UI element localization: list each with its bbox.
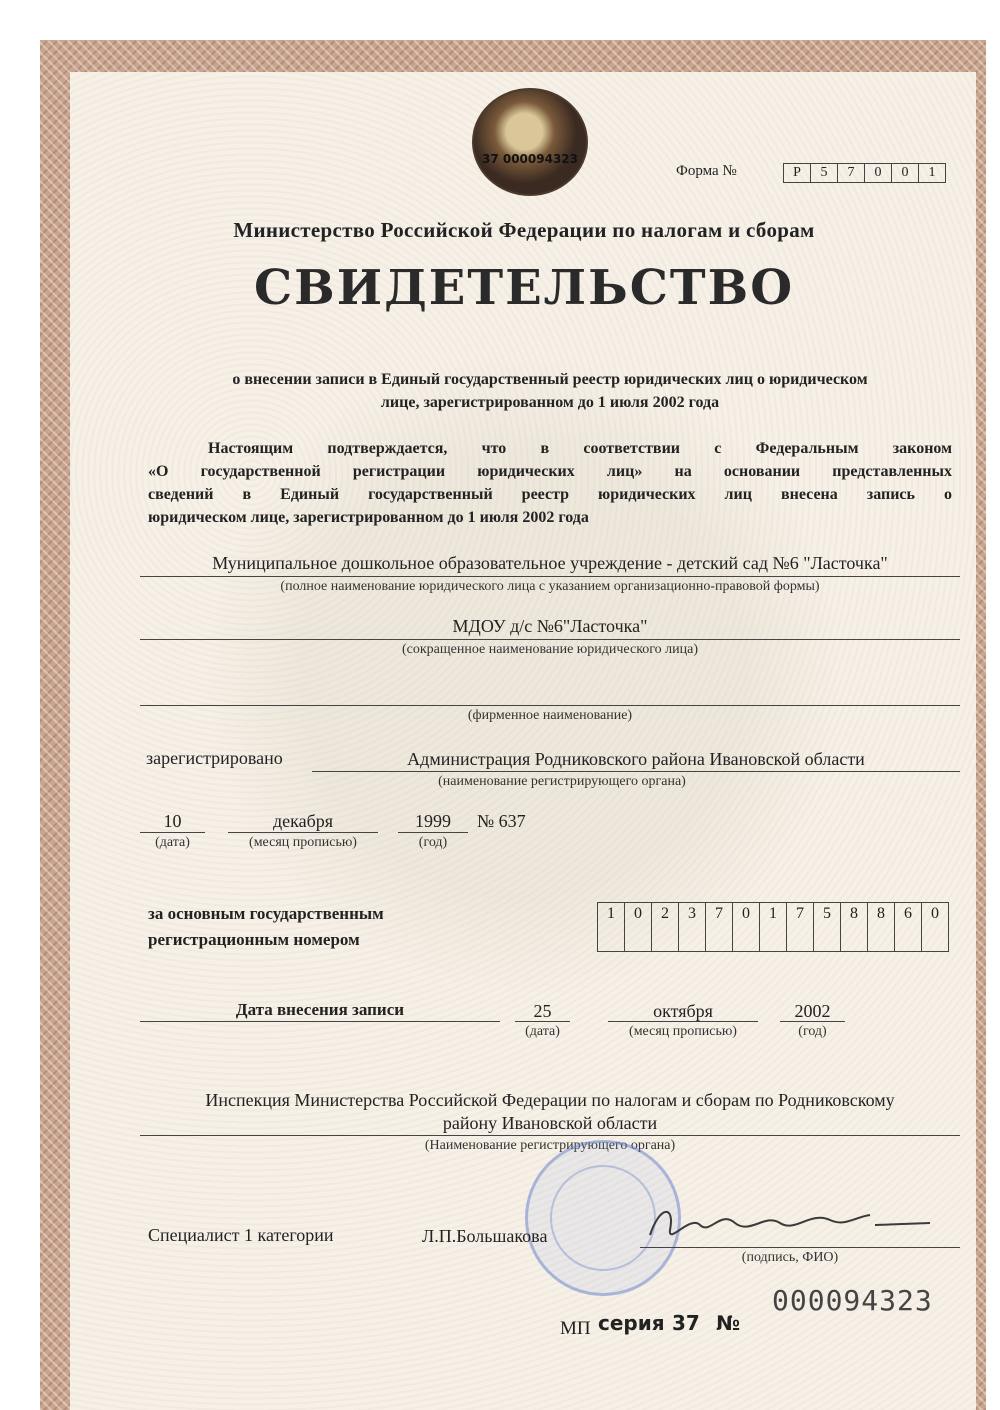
short-name-caption: (сокращенное наименование юридического лица)	[401, 642, 699, 657]
page-title: СВИДЕТЕЛЬСТВО	[253, 260, 795, 316]
ogrn-digit-cell: 7	[705, 902, 733, 952]
ogrn-digit-cell: 1	[759, 902, 787, 952]
body-line-2: «О государственной регистрации юридических лиц» на основании представленных	[148, 463, 952, 480]
form-code-cell: 7	[837, 163, 865, 183]
entry-month: октября	[653, 1001, 713, 1021]
body-line-3: сведений в Единый государственный реестр юридических лиц внесена запись о	[148, 486, 952, 503]
entry-day-line	[515, 1021, 570, 1022]
full-name-line	[140, 576, 960, 577]
ogrn-digit-cell: 6	[894, 902, 922, 952]
brand-name-caption: (фирменное наименование)	[467, 708, 633, 723]
ogrn-digit-cell: 0	[624, 902, 652, 952]
hologram-seal	[472, 88, 588, 196]
inspection-caption: (Наименование регистрирующего органа)	[424, 1138, 676, 1153]
body-line-1: Настоящим подтверждается, что в соответствии с Федеральным законом	[208, 440, 952, 457]
reg-month-caption: (месяц прописью)	[249, 835, 357, 850]
series-value: 37	[672, 1311, 700, 1335]
form-code-cell: 0	[891, 163, 919, 183]
hologram-number: 37 000094323	[481, 152, 579, 166]
ministry-heading: Министерство Российской Федерации по налогам и сборам	[233, 218, 815, 242]
form-code-cell: 1	[918, 163, 946, 183]
signature	[640, 1195, 940, 1255]
ogrn-digit-cell: 3	[678, 902, 706, 952]
entry-date-label: Дата внесения записи	[235, 1000, 405, 1019]
ogrn-digit-cell: 7	[786, 902, 814, 952]
reg-day-caption: (дата)	[155, 835, 190, 850]
reg-month: декабря	[272, 811, 334, 831]
specialist-name: Л.П.Большакова	[422, 1226, 548, 1246]
registered-value: Администрация Родниковского района Ивановской области	[407, 749, 865, 769]
entry-year: 2002	[794, 1001, 831, 1021]
signature-line	[640, 1247, 960, 1248]
subtitle-line-2: лице, зарегистрированном до 1 июля 2002 года	[380, 394, 720, 411]
subtitle-line-1: о внесении записи в Единый государственный реестр юридических лиц о юридическом	[232, 371, 868, 388]
form-code	[784, 163, 946, 183]
reg-day-line	[140, 832, 205, 833]
ogrn-digit-cell: 0	[732, 902, 760, 952]
ogrn-digit-cell: 5	[813, 902, 841, 952]
reg-year-caption: (год)	[418, 835, 448, 850]
entry-day: 25	[533, 1001, 552, 1021]
number-label: №	[716, 1311, 741, 1335]
reg-day: 10	[163, 811, 182, 831]
registered-caption: (наименование регистрирующего органа)	[438, 774, 686, 789]
brand-name-line	[140, 705, 960, 706]
form-code-cell: 5	[810, 163, 838, 183]
ogrn-digit-cell: 1	[597, 902, 625, 952]
signature-caption: (подпись, ФИО)	[741, 1250, 839, 1265]
ogrn-digit-cell: 0	[921, 902, 949, 952]
ogrn-label-line-2: регистрационным номером	[148, 930, 360, 949]
signature-stroke	[650, 1212, 930, 1235]
entry-year-caption: (год)	[798, 1024, 827, 1039]
short-name-value: МДОУ д/с №6"Ласточка"	[452, 616, 648, 636]
certificate-number: 000094323	[772, 1284, 933, 1317]
ogrn-digit-cell: 8	[867, 902, 895, 952]
reg-year-line	[398, 832, 468, 833]
form-code-cell: 0	[864, 163, 892, 183]
ogrn-label-line-1: за основным государственным	[148, 904, 384, 923]
reg-number: № 637	[477, 811, 526, 831]
specialist-position: Специалист 1 категории	[148, 1225, 334, 1245]
entry-year-line	[780, 1021, 845, 1022]
series-label: серия	[598, 1311, 665, 1335]
entry-month-line	[608, 1021, 758, 1022]
full-name-caption: (полное наименование юридического лица с указанием организационно-правовой формы)	[280, 579, 820, 594]
form-code-cell: Р	[783, 163, 811, 183]
short-name-line	[140, 639, 960, 640]
reg-month-line	[228, 832, 378, 833]
body-line-4: юридическом лице, зарегистрированном до 1 июля 2002 года	[148, 509, 589, 526]
inspection-line-1: Инспекция Министерства Российской Федерации по налогам и сборам по Родниковскому	[205, 1090, 895, 1110]
ogrn-digit-cell: 8	[840, 902, 868, 952]
registered-label: зарегистрировано	[146, 748, 283, 768]
registered-line	[312, 771, 960, 772]
entry-date-label-line	[140, 1021, 500, 1022]
reg-year: 1999	[415, 811, 451, 831]
inspection-line	[140, 1135, 960, 1136]
mp-label: МП	[560, 1318, 591, 1339]
ogrn-digit-cell: 2	[651, 902, 679, 952]
entry-month-caption: (месяц прописью)	[629, 1024, 737, 1039]
form-label: Форма №	[676, 163, 737, 179]
inspection-line-2: району Ивановской области	[442, 1113, 658, 1133]
entry-day-caption: (дата)	[525, 1024, 560, 1039]
full-name-value: Муниципальное дошкольное образовательное учреждение - детский сад №6 "Ласточка"	[212, 553, 888, 573]
ogrn-digits	[598, 902, 949, 952]
